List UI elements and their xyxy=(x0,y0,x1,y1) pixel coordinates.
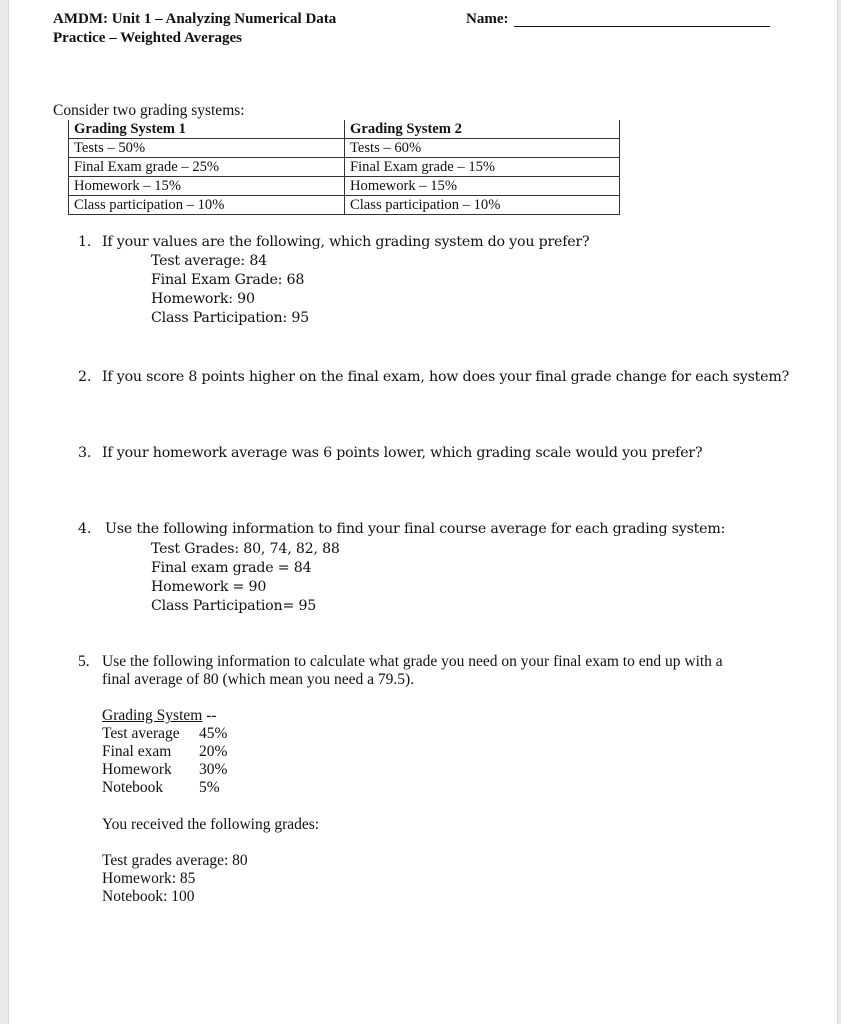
table-cell: Final Exam grade – 25% xyxy=(69,158,345,177)
grading-system-label: Grading System xyxy=(102,707,203,724)
question-number: 4. xyxy=(78,521,92,537)
column-header: Grading System 1 xyxy=(69,120,345,139)
table-header-row xyxy=(69,120,620,139)
table-cell: Tests – 60% xyxy=(345,139,620,158)
question-number: 1. xyxy=(78,234,92,250)
grading-system-heading xyxy=(102,707,217,725)
weight-name: Notebook xyxy=(102,779,164,796)
q4-value-line: Test Grades: 80, 74, 82, 88 xyxy=(151,541,340,557)
grade-line: Notebook: 100 xyxy=(102,888,195,905)
grading-system-suffix: -- xyxy=(202,707,217,724)
question-number: 5. xyxy=(78,653,90,670)
question-3-text: If your homework average was 6 points lower, which grading scale would you prefer? xyxy=(102,445,703,461)
q1-value-line: Final Exam Grade: 68 xyxy=(151,272,305,288)
table-row xyxy=(69,177,620,196)
q4-value-line: Homework = 90 xyxy=(151,579,267,595)
weight-name: Test average xyxy=(102,725,180,742)
grading-systems-table xyxy=(68,120,620,215)
weight-name: Homework xyxy=(102,761,172,778)
question-number: 2. xyxy=(78,369,92,385)
table-cell: Tests – 50% xyxy=(69,139,345,158)
weight-percent: 45% xyxy=(199,725,228,742)
q1-value-line: Test average: 84 xyxy=(151,253,267,269)
intro-text: Consider two grading systems: xyxy=(53,102,245,119)
table-row xyxy=(69,158,620,177)
weight-percent: 5% xyxy=(199,779,220,796)
name-blank-line xyxy=(514,26,770,27)
q4-value-line: Class Participation= 95 xyxy=(151,598,317,614)
q1-value-line: Homework: 90 xyxy=(151,291,255,307)
weight-percent: 20% xyxy=(199,743,228,760)
table-cell: Class participation – 10% xyxy=(345,196,620,215)
table-cell: Final Exam grade – 15% xyxy=(345,158,620,177)
question-1-text: If your values are the following, which grading system do you prefer? xyxy=(102,234,590,250)
table-row xyxy=(69,196,620,215)
q1-value-line: Class Participation: 95 xyxy=(151,310,309,326)
column-header: Grading System 2 xyxy=(345,120,620,139)
question-2-text: If you score 8 points higher on the final exam, how does your final grade change for each system? xyxy=(102,369,790,385)
worksheet-title: AMDM: Unit 1 – Analyzing Numerical Data xyxy=(53,11,337,27)
table-cell: Class participation – 10% xyxy=(69,196,345,215)
table-cell: Homework – 15% xyxy=(69,177,345,196)
weight-percent: 30% xyxy=(199,761,228,778)
q4-value-line: Final exam grade = 84 xyxy=(151,560,312,576)
received-grades-text: You received the following grades: xyxy=(102,816,320,833)
question-5-text: Use the following information to calculate what grade you need on your final exam to end up with a xyxy=(102,653,723,670)
question-number: 3. xyxy=(78,445,92,461)
table-row xyxy=(69,139,620,158)
question-5-text-continued: final average of 80 (which mean you need a 79.5). xyxy=(102,671,415,688)
table-cell: Homework – 15% xyxy=(345,177,620,196)
weight-name: Final exam xyxy=(102,743,172,760)
question-4-text: Use the following information to find your final course average for each grading system: xyxy=(105,521,726,537)
grade-line: Homework: 85 xyxy=(102,870,196,887)
name-label: Name: xyxy=(466,11,509,27)
worksheet-subtitle: Practice – Weighted Averages xyxy=(53,30,242,46)
grade-line: Test grades average: 80 xyxy=(102,852,248,869)
